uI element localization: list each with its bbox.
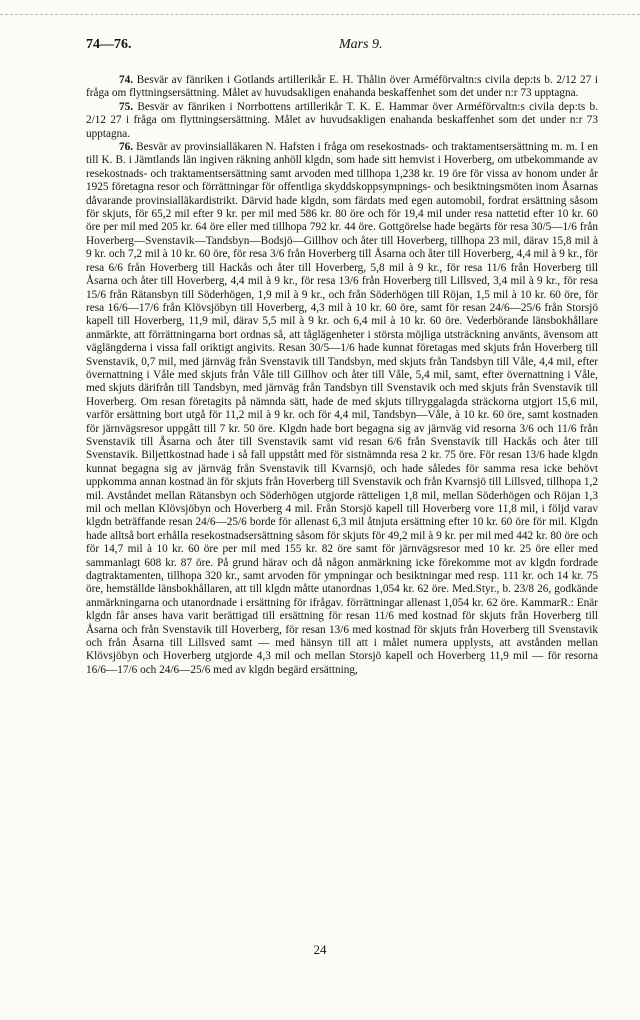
scan-top-border (0, 14, 640, 15)
page-header (86, 37, 596, 57)
case-number: 75. (119, 100, 134, 113)
page-body (86, 74, 598, 677)
case-entry-76 (86, 141, 598, 677)
case-text: Besvär av fänriken i Norrbottens artillerikår T. K. E. Hammar över Arméförvaltn:s civila dep:ts b. 2/12 27 i fråga om flyttningsersättning. Målet av huvudsakligen enahanda beskaffenhet som det under n:r 73 upptagna. (86, 100, 598, 140)
case-text: Besvär av fänriken i Gotlands artillerikår E. H. Thålin över Arméförvaltn:s civila dep:ts b. 2/12 27 i fråga om flyttningsersättning. Målet av huvudsakligen enahanda beskaffenhet som det under n:r 73 upptagna. (86, 74, 598, 100)
page-number: 24 (313, 942, 327, 957)
case-number: 74. (119, 74, 134, 86)
case-number: 76. (119, 141, 134, 154)
session-date: Mars 9. (339, 37, 383, 52)
case-range: 74—76. (86, 37, 132, 52)
case-text: Besvär av provinsialläkaren N. Hafsten i fråga om resekostnads- och traktamentsersättning m. m. I en till K. B. i Jämtlands län ingiven räkning anhöll klgdn, som hade sitt hemvist i Hoverberg, om utbekommande av resekostnads- och traktamentsersättning samt arvoden med tillhopa 1,238 kr. 19 öre för vissa av honom under år 1925 företagna resor och förrättningar för offentliga skyddskoppsympnings- och besiktningsmöten inom Åsarnas dåvarande provinsialläkardistrikt. Därvid hade klgdn, som färdats med egen automobil, fordrat ersättning såsom för skjuts, för 65,2 mil efter 9 kr. per mil med 586 kr. 80 öre och för 19,4 mil under resa nattetid efter 10 kr. 60 öre per mil med 205 kr. 64 öre eller med tillhopa 792 kr. 44 öre. Gottgörelse hade begärts för resa 30/5—1/6 från Hoverberg—Svenstavik—Tandsbyn—Bodsjö—Gillhov och åter till Hoverberg, tillhopa 23 mil, därav 15,8 mil à 9 kr. och 7,2 mil à 10 kr. 60 öre, för resa 3/6 från Hoverberg till Åsarna och åter till Hoverberg, 4,4 mil à 9 kr., för resa 6/6 från Hoverberg till Hackås och åter till Hoverberg, 5,8 mil à 9 kr., för resa 11/6 från Hoverberg till Åsarna och åter till Hoverberg, 4,4 mil à 9 kr., för resa 13/6 från Hoverberg till Lillsved, 3,4 mil à 9 kr., för resa 15/6 från Rätansbyn till Söderhögen, 1,9 mil à 9 kr., och från Söderhögen till Röjan, 1,5 mil à 10 kr. 60 öre, för resa 16/6—17/6 från Klövsjöbyn till Hoverberg, 4,3 mil à 10 kr. 60 öre, samt för resan 24/6—25/6 från Storsjö kapell till Hoverberg, 11,9 mil, därav 5,5 mil à 9 kr. och 6,4 mil à 10 kr. 60 öre. Vederbörande länsbokhållare anmärkte, att förrättningarna bort ordnas så, att tåglägenheter i största möjliga utsträckning använts, ävensom att väglängderna i vissa fall oriktigt angivits. Resan 30/5—1/6 hade kunnat företagas med skjuts från Hoverberg till Svenstavik, 0,7 mil, med järnväg från Svenstavik till Tandsbyn, med skjuts från Tandsbyn till Våle, 4,4 mil, efter övernattning i Våle med skjuts från Våle till Gillhov och åter till Våle, 5,4 mil, samt, efter övernattning i Våle, med skjuts därifrån till Tandsbyn, med järnväg från Tandsbyn till Svenstavik och med skjuts från Svenstavik till Hoverberg. Om resan företagits på nämnda sätt, hade de med skjuts tillryggalagda sträckorna utgjort 15,6 mil, varför ersättning bort utgå för 11,2 mil à 9 kr. och för 4,4 mil, Tandsbyn—Våle, à 10 kr. 60 öre, samt kostnaden för järnvägsresor uppgått till 7 kr. 50 öre. Klgdn hade bort begagna sig av järnväg vid resorna 3/6 och 11/6 från Svenstavik till Åsarna och åter till Svenstavik samt vid resan 6/6 från Svenstavik till Hackås och åter till Svenstavik. Biljettkostnad hade i så fall uppstått med för sistnämnda resa 2 kr. 75 öre. För resan 13/6 hade klgdn kunnat begagna sig av järnväg från Svenstavik till Kvarnsjö, och hade således för samma resa icke behövt uppkomma annan kostnad än för skjuts från Hoverberg till Svenstavik och från Kvarnsjö till Lillsved, tillhopa 1,2 mil. Avståndet mellan Rätansbyn och Söderhögen utgjorde rätteligen 1,8 mil, mellan Söderhögen och Röjan 1,3 mil och mellan Klövsjöbyn och Hoverberg 4 mil. Från Storsjö kapell till Hoverberg vore 11,8 mil, i följd varav klgdn beträffande resan 24/6—25/6 borde för allenast 6,3 mil åtnjuta ersättning efter 10 kr. 60 öre för mil. Klgdn hade alltså bort erhålla resekostnadsersättning såsom för skjuts för 49,2 mil à 9 kr. per mil med 442 kr. 80 öre och för 14,7 mil à 10 kr. 60 öre per mil med 155 kr. 82 öre samt för järnvägsresor med 10 kr. 25 öre eller med sammanlagt 608 kr. 87 öre. På grund härav och då någon anmärkning icke förekomme mot av klgdn fordrade dagtraktamenten, tillhopa 320 kr., samt arvoden för ympningar och besiktningar med resp. 111 kr. och 14 kr. 75 öre, hemställde länsbokhållaren, att till klgdn måtte utanordnas 1,054 kr. 62 öre. Med.Styr., b. 23/8 26, godkände anmärkningarna och utanordnade i ersättning för ifrågav. förrättningar allenast 1,054 kr. 62 öre. KammarR.: Enär klgdn får anses hava varit berättigad till ersättning för resan 11/6 med kostnad för skjuts från Hoverberg till Åsarna och från Svenstavik till Hoverberg, för resan 13/6 med kostnad för skjuts från Hoverberg till Svenstavik och från Åsarna till Lillsved samt — med hänsyn till att i målet numera upplysts, att avstånden mellan Klövsjöbyn och Hoverberg utgjorde 4,3 mil och mellan Storsjö kapell och Hoverberg 11,9 mil — för resorna 16/6—17/6 och 24/6—25/6 med av klgdn begärd ersättning, (86, 141, 598, 676)
case-entry-74 (86, 74, 598, 101)
case-entry-75 (86, 101, 598, 141)
